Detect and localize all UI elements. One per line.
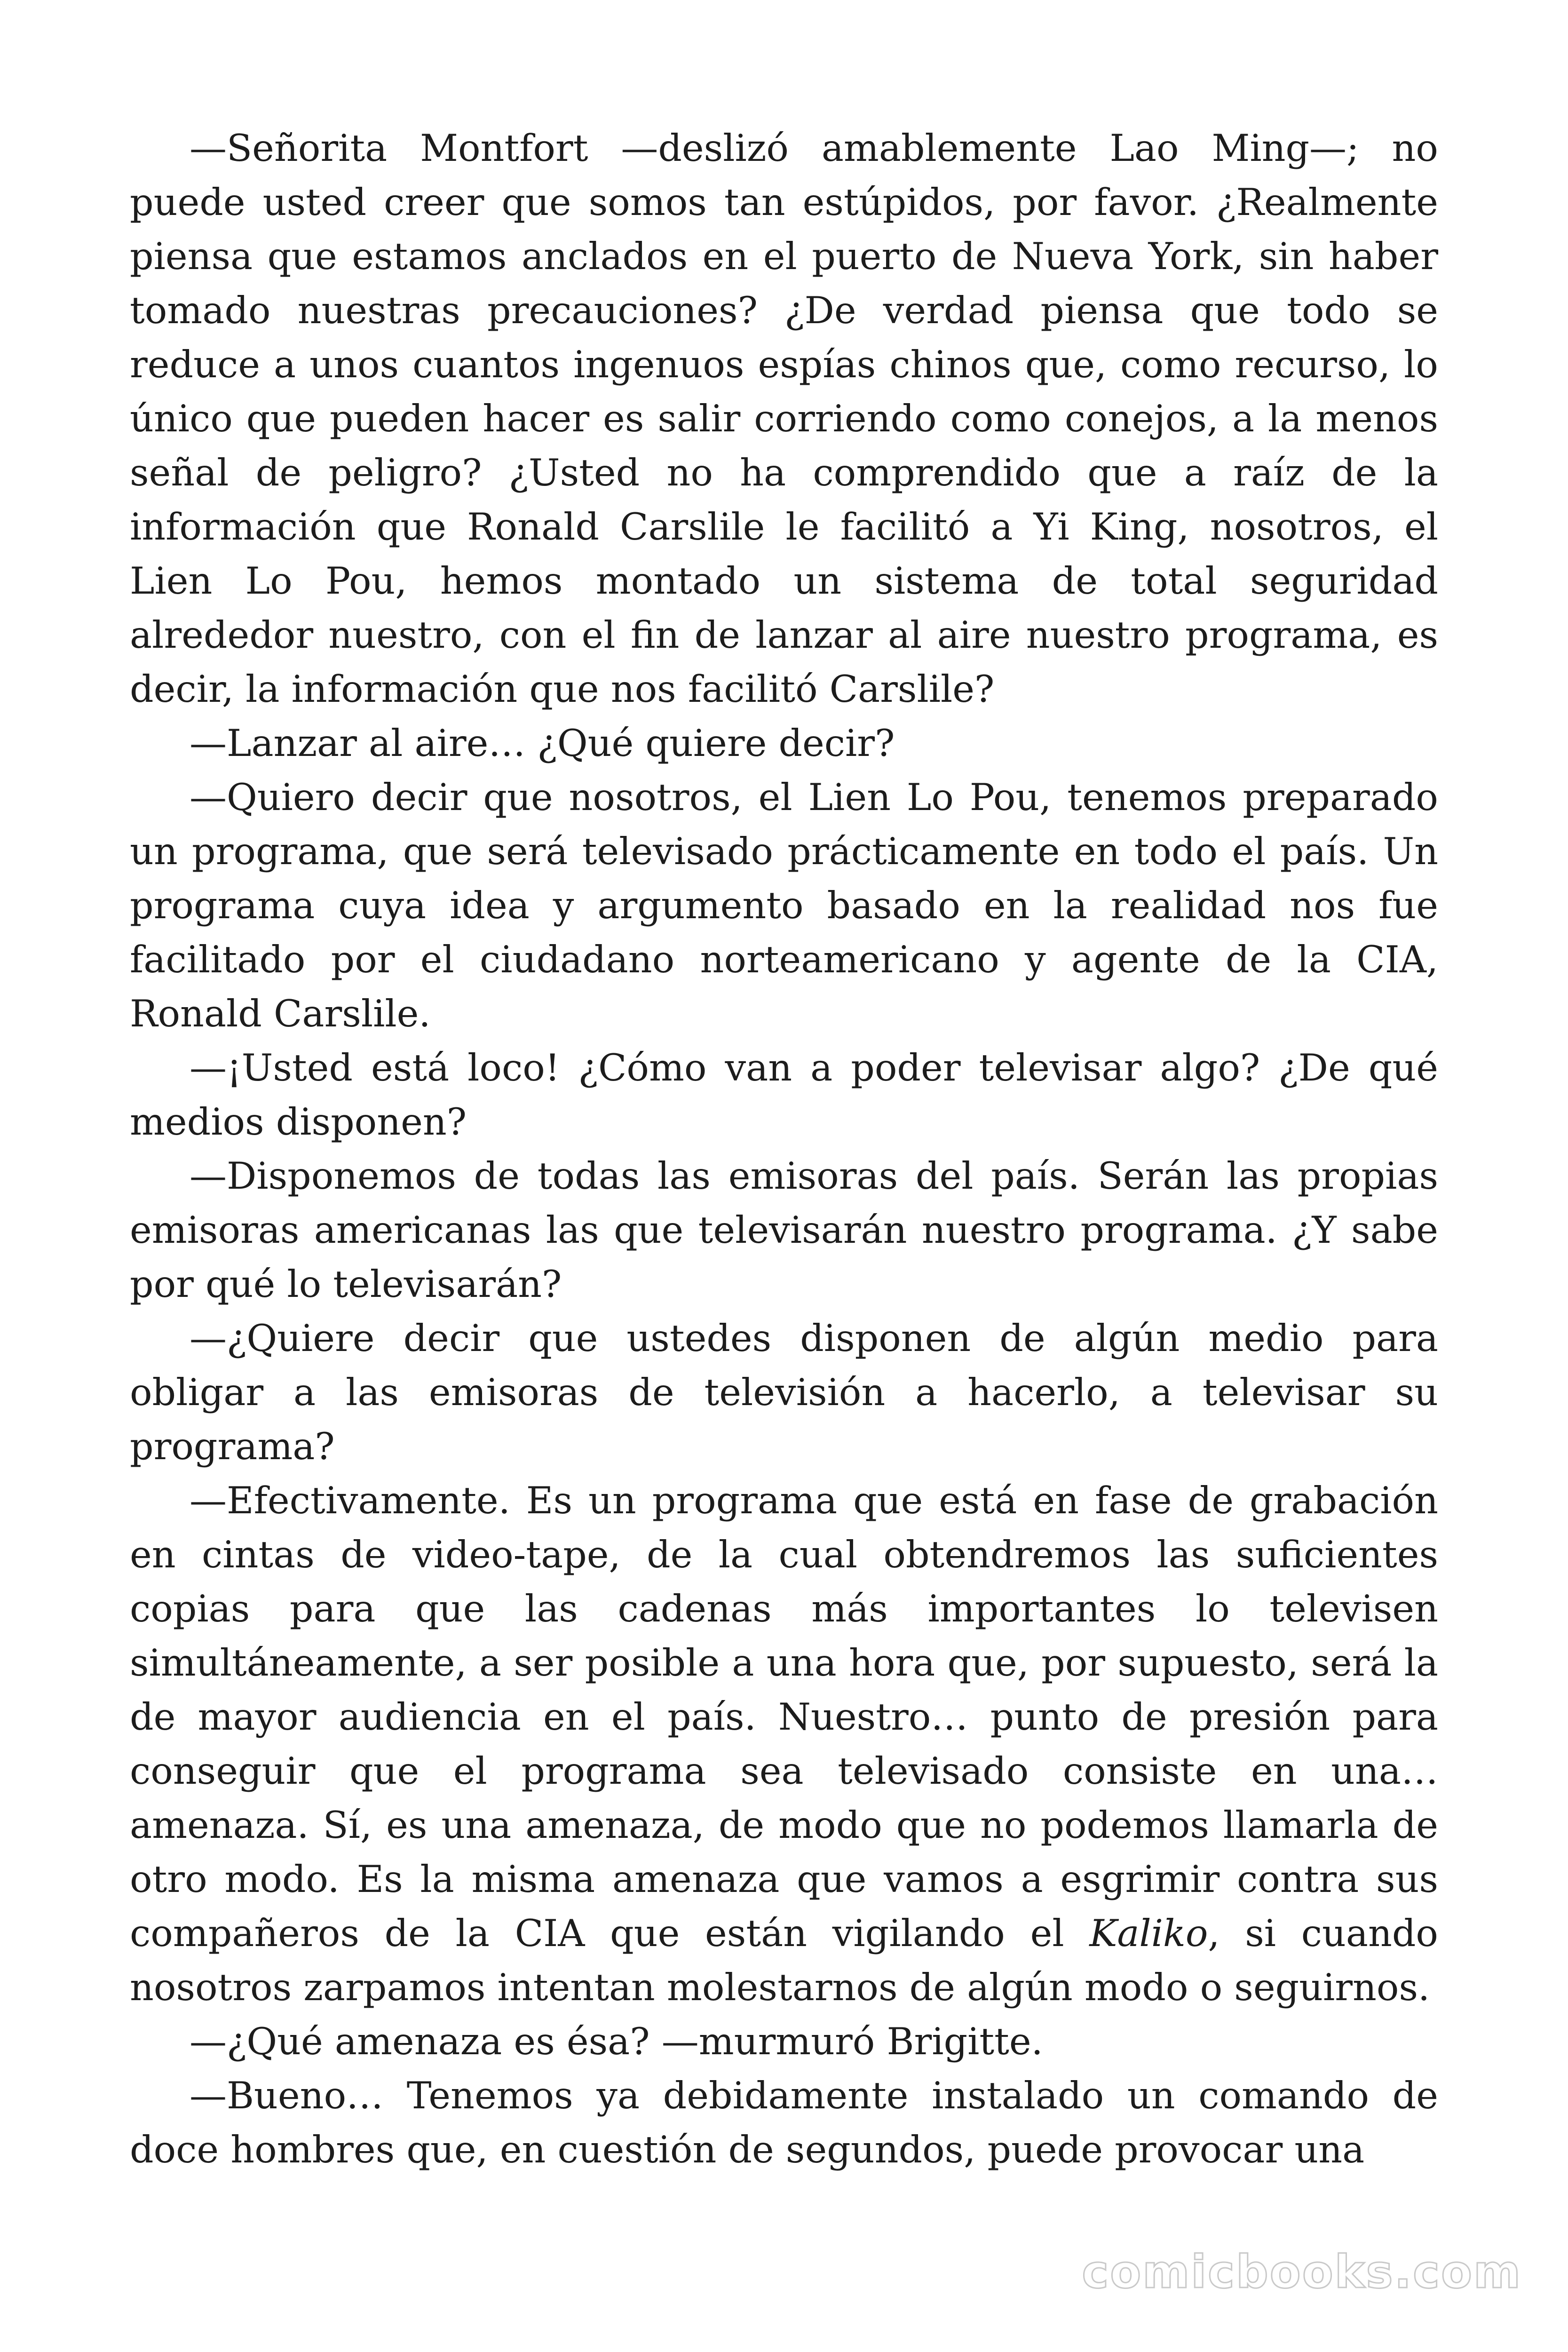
paragraph-9: —Bueno… Tenemos ya debidamente instalado un comando de doce hombres que, en cuestión de segundos, puede provocar una [130,2074,1438,2171]
ship-name-italic: Kaliko [1089,1912,1208,1955]
paragraph-2: —Lanzar al aire… ¿Qué quiere decir? [190,722,895,765]
paragraph-7-text-before: —Efectivamente. Es un programa que está en fase de grabación en cintas de video-tape, de la cual obtendremos las suficientes copias para que las cadenas más importantes lo televisen simultáneamente, a ser posible a una hora que, por supuesto, será la de mayor audiencia en el país. Nuestro… punto de presión para conseguir que el programa sea televisado consiste en una… amenaza. Sí, es una amenaza, de modo que no podemos llamarla de otro modo. Es la misma amenaza que vamos a esgrimir contra sus compañeros de la CIA que están vigilando el [130,1479,1438,1955]
page-body-text [130,121,1438,2177]
paragraph-7-text-after: , si cuando nosotros zarpamos intentan molestarnos de algún modo o seguirnos. [130,1912,1438,2009]
paragraph-4: —¡Usted está loco! ¿Cómo van a poder televisar algo? ¿De qué medios disponen? [130,1046,1438,1144]
paragraph-5: —Disponemos de todas las emisoras del país. Serán las propias emisoras americanas las que televisarán nuestro programa. ¿Y sabe por qué lo televisarán? [130,1154,1438,1306]
paragraph-1: —Señorita Montfort —deslizó amablemente Lao Ming—; no puede usted creer que somos tan estúpidos, por favor. ¿Realmente piensa que estamos anclados en el puerto de Nueva York, sin haber tomado nuestras precauciones? ¿De verdad piensa que todo se reduce a unos cuantos ingenuos espías chinos que, como recurso, lo único que pueden hacer es salir corriendo como conejos, a la menos señal de peligro? ¿Usted no ha comprendido que a raíz de la información que Ronald Carslile le facilitó a Yi King, nosotros, el Lien Lo Pou, hemos montado un sistema de total seguridad alrededor nuestro, con el fin de lanzar al aire nuestro programa, es decir, la información que nos facilitó Carslile? [130,127,1438,711]
paragraph-8: —¿Qué amenaza es ésa? —murmuró Brigitte. [190,2020,1043,2063]
watermark: comicbooks.com [1082,2246,1522,2298]
paragraph-6: —¿Quiere decir que ustedes disponen de algún medio para obligar a las emisoras de televisión a hacerlo, a televisar su programa? [130,1317,1438,1468]
paragraph-3: —Quiero decir que nosotros, el Lien Lo Pou, tenemos preparado un programa, que será televisado prácticamente en todo el país. Un programa cuya idea y argumento basado en la realidad nos fue facilitado por el ciudadano norteamericano y agente de la CIA, Ronald Carslile. [130,776,1438,1035]
paragraph-7 [130,1474,1438,2015]
